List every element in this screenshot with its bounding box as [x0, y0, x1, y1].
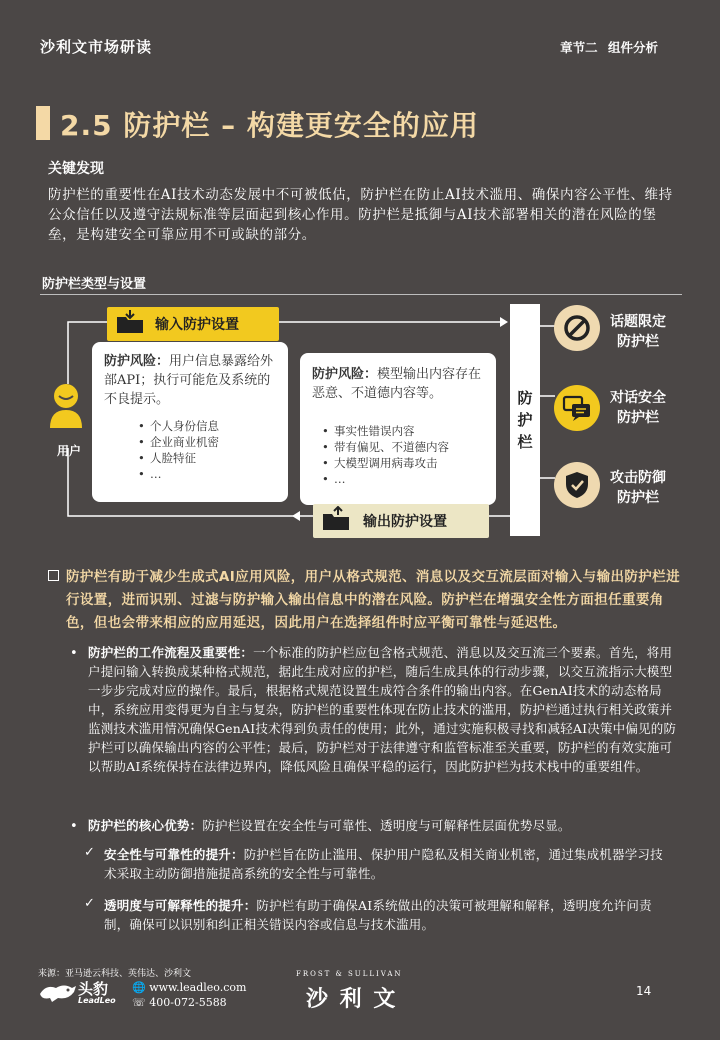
list-item: • 人脸特征 — [138, 450, 219, 466]
user-icon — [49, 382, 83, 434]
shield-icon — [554, 462, 600, 508]
page-title: 2.5 防护栏 – 构建更安全的应用 — [60, 109, 479, 142]
input-risk-title: 防护风险： — [104, 354, 170, 369]
user-label: 用户 — [57, 444, 82, 458]
website-link[interactable]: www.leadleo.com — [149, 981, 247, 994]
input-risk-box — [92, 342, 288, 502]
sub-security-text: 防护栏旨在防止滥用、保护用户隐私及相关商业机密，通过集成机器学习技术采取主动防御措施提高系统的安全性与可靠性。 — [104, 847, 663, 881]
list-item: • 带有偏见、不道德内容 — [322, 439, 449, 455]
output-guard-label: 输出防护设置 — [313, 504, 489, 538]
leadleo-logo — [38, 980, 78, 1008]
output-risk-box — [300, 353, 496, 505]
main-paragraph: 防护栏有助于减少生成式AI应用风险，用户从格式规范、消息以及交互流层面对输入与输出防护栏进行设置，进而识别、过滤与防护输入输出信息中的潜在风险。防护栏在增强安全性方面担任重要角色，但也会带来相应的应用延迟，因此用户在选择组件时应平衡可靠性与延迟性。 — [66, 569, 680, 631]
guardrail-diagram — [0, 296, 720, 546]
partner-name-en: FROST & SULLIVAN — [296, 970, 403, 978]
guardrail-char: 栏 — [517, 433, 533, 451]
prohibited-icon — [554, 305, 600, 351]
chapter-label: 章节二 组件分析 — [560, 40, 658, 55]
folder-out-icon — [321, 506, 351, 536]
guardrail-char: 护 — [517, 411, 533, 429]
bullet-advantages — [88, 816, 684, 835]
list-item: • 个人身份信息 — [138, 418, 219, 434]
output-risk-text: 模型输出内容存在恶意、不道德内容等。 — [312, 367, 482, 401]
brand-name: 头豹 — [78, 980, 109, 998]
title-accent-bar — [36, 106, 50, 140]
check-icon: ✓ — [84, 896, 95, 911]
folder-in-icon — [115, 309, 145, 339]
checkbox-bullet-icon — [48, 570, 59, 581]
partner-logo-cn: 沙 利 文 — [306, 987, 398, 1012]
arrow-head-output — [292, 511, 300, 521]
output-risk-list — [322, 423, 449, 487]
sub-security-title: 安全性与可靠性的提升： — [104, 847, 244, 862]
input-risk-text: 用户信息暴露给外部API；执行可能危及系统的不良提示。 — [104, 354, 274, 407]
input-risk-list — [138, 418, 219, 482]
page-number: 14 — [636, 984, 652, 998]
guardrail-column — [510, 304, 540, 536]
contact-block — [132, 980, 246, 1010]
brand-name-en: LeadLeo — [78, 996, 116, 1005]
list-item: • 事实性错误内容 — [322, 423, 449, 439]
bullet-advantages-text: 防护栏设置在安全性与可靠性、透明度与可解释性层面优势尽显。 — [202, 818, 571, 833]
guardrail-char: 防 — [517, 389, 533, 407]
chat-icon — [554, 385, 600, 431]
bullet-workflow — [88, 643, 684, 776]
bullet-dot-icon: • — [70, 646, 78, 661]
list-item: • 大模型调用病毒攻击 — [322, 455, 449, 471]
sub-bullet-security — [104, 845, 674, 883]
sub-transparency-title: 透明度与可解释性的提升： — [104, 898, 257, 913]
bullet-dot-icon: • — [70, 819, 78, 834]
bullet-advantages-title: 防护栏的核心优势： — [88, 818, 203, 833]
output-risk-title: 防护风险： — [312, 367, 378, 382]
list-item: • … — [138, 466, 219, 482]
category-dialog-label: 对话安全 防护栏 — [610, 390, 666, 426]
check-icon: ✓ — [84, 845, 95, 860]
sub-bullet-transparency — [104, 896, 674, 934]
input-guard-label: 输入防护设置 — [107, 307, 279, 341]
globe-icon: 🌐 — [132, 981, 146, 994]
phone-number: 400-072-5588 — [149, 996, 227, 1009]
section-divider — [40, 294, 682, 295]
report-series-title: 沙利文市场研读 — [40, 38, 153, 56]
arrow-head-input — [500, 317, 508, 327]
phone-icon: ☏ — [132, 996, 146, 1009]
list-item: • 企业商业机密 — [138, 434, 219, 450]
key-findings-heading: 关键发现 — [48, 161, 104, 177]
category-attack-label: 攻击防御 防护栏 — [610, 470, 666, 506]
sub-transparency-text: 防护栏有助于确保AI系统做出的决策可被理解和解释，透明度允许问责制，确保可以识别和纠正相关错误内容或信息与技术滥用。 — [104, 898, 652, 932]
category-topic-label: 话题限定 防护栏 — [610, 314, 666, 350]
section-heading: 防护栏类型与设置 — [42, 277, 147, 292]
source-note: 来源：亚马逊云科技、英伟达、沙利文 — [38, 969, 192, 979]
bullet-workflow-title: 防护栏的工作流程及重要性： — [88, 645, 254, 660]
key-findings-body: 防护栏的重要性在AI技术动态发展中不可被低估，防护栏在防止AI技术滥用、确保内容公平性、维持公众信任以及遵守法规标准等层面起到核心作用。防护栏是抵御与AI技术部署相关的潜在风险的堡垒，是构建安全可靠应用不可或缺的部分。 — [48, 187, 673, 243]
bullet-workflow-text: 一个标准的防护栏应包含格式规范、消息以及交互流三个要素。首先，将用户提问输入转换成某种格式规范，据此生成对应的护栏，随后生成具体的行动步骤，以交互流指示大模型一步步完成对应的操作。最后，根据格式规范设置生成符合条件的输出内容。在GenAI技术的动态格局中，系统应用变得更为自主与复杂，防护栏的重要性体现在防止技术的滥用，防护栏通过执行相关政策并监测技术滥用情况确保GenAI技术得到负责任的使用；此外，通过实施积极寻找和减轻AI决策中偏见的防护栏可以确保输出内容的公平性；最后，防护栏对于法律遵守和监管标准至关重要，防护栏的有效实施可以帮助AI系统保持在法律边界内，降低风险且确保平稳的运行，因此防护栏为技术栈中的重要组件。 — [88, 645, 677, 774]
list-item: • … — [322, 471, 449, 487]
